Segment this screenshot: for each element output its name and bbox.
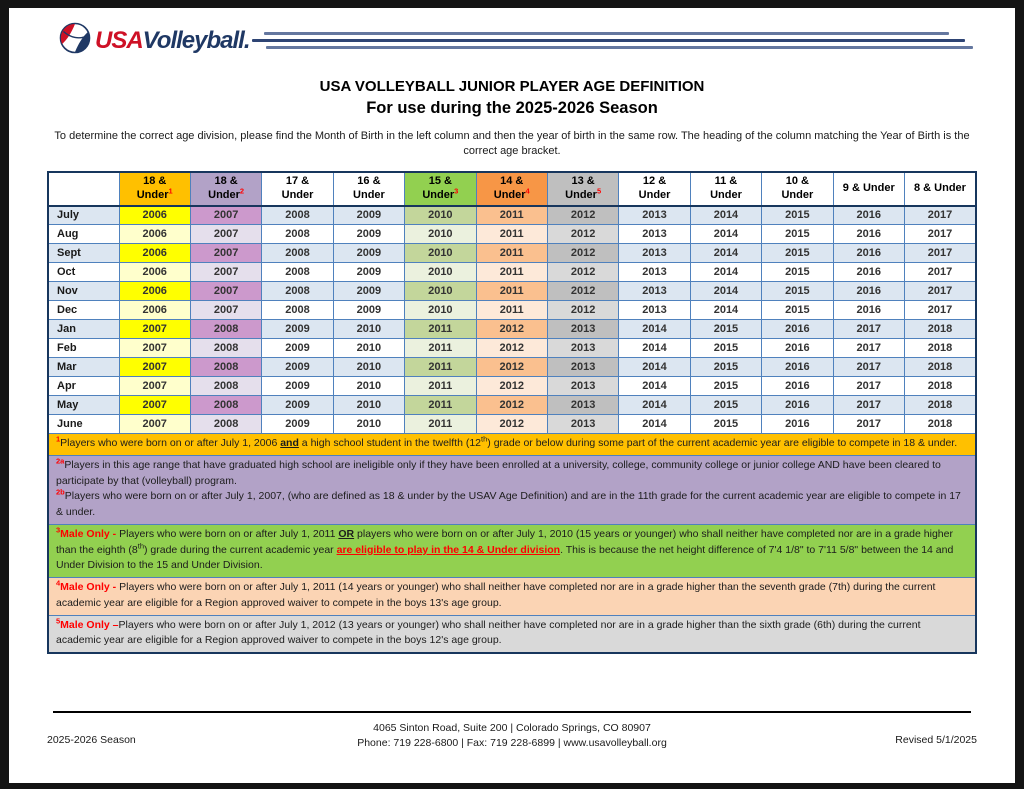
year-cell: 2011 <box>405 396 476 415</box>
decorative-line <box>252 39 966 42</box>
year-cell: 2011 <box>405 358 476 377</box>
age-definition-table <box>47 171 977 655</box>
year-cell: 2008 <box>190 358 261 377</box>
usa-volleyball-logo <box>59 22 250 59</box>
year-cell: 2013 <box>619 225 690 244</box>
year-cell: 2012 <box>476 377 547 396</box>
year-cell: 2014 <box>690 244 761 263</box>
year-cell: 2017 <box>833 377 904 396</box>
year-cell: 2012 <box>547 206 618 225</box>
footnote-1: $^1$Players who were born on or after July 1, 2006 and a high school student in the twelfth (12th) grade or below during some part of the current academic year are eligible to compete in 18 & under. <box>48 434 976 456</box>
year-cell: 2009 <box>262 396 333 415</box>
column-header-14-under-4: 14 & Under$^4$ <box>476 172 547 206</box>
year-cell: 2007 <box>119 339 190 358</box>
year-cell: 2010 <box>405 282 476 301</box>
year-cell: 2017 <box>833 320 904 339</box>
year-cell: 2010 <box>405 263 476 282</box>
column-header-12-under: 12 & Under <box>619 172 690 206</box>
year-cell: 2009 <box>333 301 404 320</box>
column-header-16-under: 16 & Under <box>333 172 404 206</box>
year-cell: 2007 <box>190 263 261 282</box>
year-cell: 2016 <box>762 339 833 358</box>
year-cell: 2009 <box>333 282 404 301</box>
year-cell: 2015 <box>690 339 761 358</box>
year-cell: 2008 <box>262 282 333 301</box>
year-cell: 2008 <box>262 225 333 244</box>
instructions-text: To determine the correct age division, please find the Month of Birth in the left column and then the year of birth in the same row. The heading of the column matching the Year of Birth is the correct age bracket. <box>54 130 970 157</box>
year-cell: 2015 <box>690 396 761 415</box>
year-cell: 2010 <box>333 377 404 396</box>
year-cell: 2009 <box>262 415 333 434</box>
month-cell-feb: Feb <box>48 339 119 358</box>
year-cell: 2010 <box>405 244 476 263</box>
year-cell: 2008 <box>190 377 261 396</box>
year-cell: 2017 <box>904 206 976 225</box>
year-cell: 2017 <box>833 396 904 415</box>
year-cell: 2012 <box>547 225 618 244</box>
month-cell-oct: Oct <box>48 263 119 282</box>
month-cell-nov: Nov <box>48 282 119 301</box>
decorative-line <box>266 46 974 49</box>
year-cell: 2016 <box>762 415 833 434</box>
year-cell: 2014 <box>619 396 690 415</box>
year-cell: 2017 <box>904 301 976 320</box>
logo-text-usa: USA <box>95 26 143 54</box>
year-cell: 2009 <box>262 339 333 358</box>
footnote-5: $^5$Male Only –Players who were born on or after July 1, 2012 (13 years or younger) who shall neither have completed nor are in a grade higher than the sixth grade (6th) during the current academic year are eligible for a Region approved waiver to compete in the boys 12's age group. <box>48 615 976 653</box>
month-cell-jan: Jan <box>48 320 119 339</box>
column-header-18-under-2: 18 & Under$^2$ <box>190 172 261 206</box>
year-cell: 2018 <box>904 396 976 415</box>
document-page <box>9 8 1015 783</box>
year-cell: 2013 <box>619 301 690 320</box>
year-cell: 2011 <box>476 301 547 320</box>
year-cell: 2016 <box>762 396 833 415</box>
month-cell-aug: Aug <box>48 225 119 244</box>
month-cell-june: June <box>48 415 119 434</box>
year-cell: 2009 <box>333 263 404 282</box>
footer-rule <box>53 711 971 713</box>
page-footer <box>47 711 977 751</box>
month-cell-sept: Sept <box>48 244 119 263</box>
year-cell: 2013 <box>619 263 690 282</box>
year-cell: 2015 <box>762 282 833 301</box>
year-cell: 2007 <box>119 415 190 434</box>
year-cell: 2014 <box>619 339 690 358</box>
page-title: USA VOLLEYBALL JUNIOR PLAYER AGE DEFINITION <box>319 78 705 95</box>
year-cell: 2008 <box>262 301 333 320</box>
year-cell: 2006 <box>119 225 190 244</box>
year-cell: 2012 <box>547 282 618 301</box>
year-cell: 2014 <box>690 301 761 320</box>
column-header-11-under: 11 & Under <box>690 172 761 206</box>
year-cell: 2015 <box>690 377 761 396</box>
year-cell: 2006 <box>119 301 190 320</box>
year-cell: 2013 <box>619 282 690 301</box>
year-cell: 2009 <box>333 225 404 244</box>
year-cell: 2013 <box>547 377 618 396</box>
year-cell: 2013 <box>547 396 618 415</box>
year-cell: 2006 <box>119 244 190 263</box>
year-cell: 2007 <box>190 206 261 225</box>
year-cell: 2016 <box>833 301 904 320</box>
year-cell: 2006 <box>119 263 190 282</box>
column-header-15-under-3: 15 & Under$^3$ <box>405 172 476 206</box>
page-subtitle: For use during the 2025-2026 Season <box>366 99 658 117</box>
year-cell: 2014 <box>619 415 690 434</box>
year-cell: 2013 <box>547 320 618 339</box>
year-cell: 2011 <box>405 339 476 358</box>
year-cell: 2015 <box>690 415 761 434</box>
footnote-3: $^3$Male Only - Players who were born on or after July 1, 2011 OR players who were born on or after July 1, 2010 (15 years or younger) who shall neither have completed nor are in a grade higher than the eighth (8th) grade during the current academic year are eligible to play in the 14 & Under division. This is because the net height difference of 7'4 1/8" to 7'11 5/8" between the 14 and Under Division to the 15 and Under Division. <box>48 524 976 577</box>
footer-contact <box>267 721 757 751</box>
year-cell: 2017 <box>904 244 976 263</box>
footnote-2: $^{2a}$Players in this age range that have graduated high school are ineligible only if they have been enrolled at a university, college, community college or junior college AND have been cleared to participate by that (volleyball) program. $^{2b}$Players who were born on or after July 1, 2007, (who are defined as 18 & under by the USAV Age Definition) and are in the 11th grade for the current academic year are eligible to compete in 17 & under. <box>48 455 976 524</box>
year-cell: 2007 <box>190 301 261 320</box>
year-cell: 2014 <box>690 263 761 282</box>
month-cell-mar: Mar <box>48 358 119 377</box>
year-cell: 2016 <box>833 244 904 263</box>
year-cell: 2017 <box>833 415 904 434</box>
year-cell: 2014 <box>690 206 761 225</box>
footnote-4: $^4$Male Only - Players who were born on or after July 1, 2011 (14 years or younger) who shall neither have completed nor are in a grade higher than the seventh grade (7th) during the current academic year are eligible for a Region approved waiver to compete in the boys 13's age group. <box>48 578 976 616</box>
year-cell: 2014 <box>619 320 690 339</box>
year-cell: 2014 <box>619 377 690 396</box>
year-cell: 2009 <box>262 358 333 377</box>
year-cell: 2009 <box>333 206 404 225</box>
year-cell: 2010 <box>333 320 404 339</box>
year-cell: 2012 <box>547 301 618 320</box>
column-header-10-under: 10 & Under <box>762 172 833 206</box>
year-cell: 2018 <box>904 320 976 339</box>
footer-address: 4065 Sinton Road, Suite 200 | Colorado Springs, CO 80907 <box>373 721 651 734</box>
masthead <box>47 22 977 74</box>
year-cell: 2016 <box>762 358 833 377</box>
year-cell: 2015 <box>762 263 833 282</box>
year-cell: 2016 <box>762 377 833 396</box>
year-cell: 2007 <box>190 225 261 244</box>
year-cell: 2008 <box>262 263 333 282</box>
year-cell: 2007 <box>190 282 261 301</box>
year-cell: 2009 <box>333 244 404 263</box>
volleyball-icon <box>59 22 95 59</box>
year-cell: 2016 <box>833 282 904 301</box>
year-cell: 2014 <box>690 282 761 301</box>
year-cell: 2013 <box>619 206 690 225</box>
year-cell: 2009 <box>262 320 333 339</box>
month-cell-dec: Dec <box>48 301 119 320</box>
column-header-9-under: 9 & Under <box>833 172 904 206</box>
year-cell: 2018 <box>904 358 976 377</box>
year-cell: 2010 <box>333 415 404 434</box>
year-cell: 2015 <box>762 225 833 244</box>
year-cell: 2008 <box>190 415 261 434</box>
year-cell: 2010 <box>405 225 476 244</box>
year-cell: 2015 <box>690 358 761 377</box>
year-cell: 2015 <box>762 301 833 320</box>
decorative-line <box>264 32 950 35</box>
year-cell: 2010 <box>333 339 404 358</box>
column-header-13-under-5: 13 & Under$^5$ <box>547 172 618 206</box>
year-cell: 2015 <box>690 320 761 339</box>
year-cell: 2017 <box>833 358 904 377</box>
year-cell: 2017 <box>904 225 976 244</box>
footer-phone-web: Phone: 719 228-6800 | Fax: 719 228-6899 | www.usavolleyball.org <box>357 736 667 749</box>
year-cell: 2010 <box>333 358 404 377</box>
year-cell: 2016 <box>833 206 904 225</box>
year-cell: 2012 <box>476 358 547 377</box>
year-cell: 2012 <box>476 396 547 415</box>
year-cell: 2007 <box>119 320 190 339</box>
year-cell: 2009 <box>262 377 333 396</box>
column-header-8-under: 8 & Under <box>904 172 976 206</box>
year-cell: 2017 <box>904 263 976 282</box>
year-cell: 2013 <box>547 358 618 377</box>
year-cell: 2011 <box>476 244 547 263</box>
month-cell-july: July <box>48 206 119 225</box>
year-cell: 2018 <box>904 377 976 396</box>
column-header-18-under-1: 18 & Under$^1$ <box>119 172 190 206</box>
year-cell: 2017 <box>833 339 904 358</box>
year-cell: 2018 <box>904 415 976 434</box>
year-cell: 2007 <box>119 358 190 377</box>
year-cell: 2011 <box>405 320 476 339</box>
logo-text-volleyball: Volleyball. <box>142 26 250 54</box>
year-cell: 2013 <box>619 244 690 263</box>
year-cell: 2012 <box>476 320 547 339</box>
column-header-17-under: 17 & Under <box>262 172 333 206</box>
year-cell: 2015 <box>762 206 833 225</box>
year-cell: 2008 <box>190 396 261 415</box>
year-cell: 2007 <box>119 377 190 396</box>
year-cell: 2008 <box>190 339 261 358</box>
year-cell: 2010 <box>405 301 476 320</box>
year-cell: 2011 <box>476 282 547 301</box>
year-cell: 2016 <box>833 225 904 244</box>
year-cell: 2012 <box>476 339 547 358</box>
year-cell: 2018 <box>904 339 976 358</box>
year-cell: 2011 <box>476 206 547 225</box>
year-cell: 2015 <box>762 244 833 263</box>
year-cell: 2008 <box>262 206 333 225</box>
month-column-header <box>48 172 119 206</box>
year-cell: 2017 <box>904 282 976 301</box>
year-cell: 2012 <box>547 244 618 263</box>
year-cell: 2014 <box>619 358 690 377</box>
footer-season: 2025-2026 Season <box>47 733 136 746</box>
year-cell: 2014 <box>690 225 761 244</box>
year-cell: 2011 <box>476 225 547 244</box>
year-cell: 2010 <box>405 206 476 225</box>
link-14-under-division[interactable]: are eligible to play in the 14 & Under division <box>336 543 561 556</box>
year-cell: 2006 <box>119 282 190 301</box>
year-cell: 2008 <box>190 320 261 339</box>
year-cell: 2013 <box>547 415 618 434</box>
year-cell: 2012 <box>547 263 618 282</box>
decorative-lines <box>250 22 978 49</box>
year-cell: 2012 <box>476 415 547 434</box>
year-cell: 2013 <box>547 339 618 358</box>
year-cell: 2011 <box>405 377 476 396</box>
month-cell-apr: Apr <box>48 377 119 396</box>
year-cell: 2011 <box>476 263 547 282</box>
year-cell: 2007 <box>119 396 190 415</box>
month-cell-may: May <box>48 396 119 415</box>
year-cell: 2016 <box>833 263 904 282</box>
year-cell: 2016 <box>762 320 833 339</box>
footer-revised: Revised 5/1/2025 <box>895 733 977 746</box>
year-cell: 2007 <box>190 244 261 263</box>
year-cell: 2006 <box>119 206 190 225</box>
year-cell: 2011 <box>405 415 476 434</box>
year-cell: 2008 <box>262 244 333 263</box>
year-cell: 2010 <box>333 396 404 415</box>
